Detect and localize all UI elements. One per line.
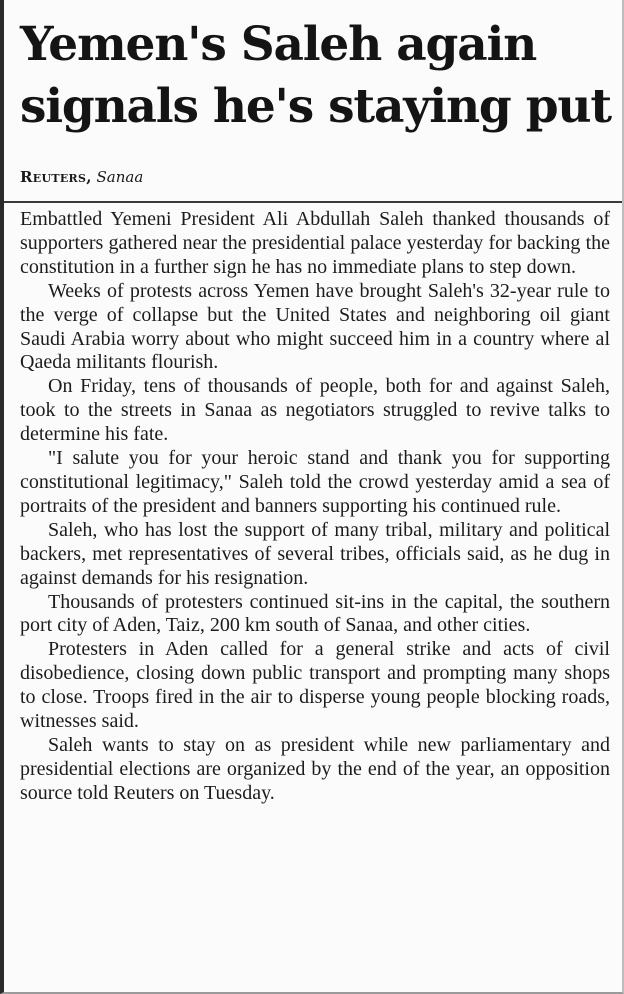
byline [20,168,143,186]
article-paragraph: Saleh wants to stay on as president while new parliamentary and presidential elections are organized by the end of the year, an opposition source told Reuters on Tuesday. [20,733,610,804]
article-paragraph: Saleh, who has lost the support of many tribal, military and political backers, met representatives of several tribes, officials said, as he dug in against demands for his resignation. [20,518,610,589]
byline-agency: Reuters, [20,168,92,186]
article-body [20,208,610,806]
article-paragraph: "I salute you for your heroic stand and thank you for supporting constitutional legitimacy," Saleh told the crowd yesterday amid a sea of portraits of the president and banners supporting his continued rule. [20,447,610,517]
article-paragraph: Protesters in Aden called for a general strike and acts of civil disobedience, closing down public transport and prompting many shops to close. Troops fired in the air to disperse young people blocking roads, witnesses said. [20,638,610,733]
headline: Yemen's Saleh again signals he's staying put [20,17,611,134]
article-paragraph: Thousands of protesters continued sit-ins in the capital, the southern port city of Aden, Taiz, 200 km south of Sanaa, and other cities. [20,590,610,637]
byline-dateline: Sanaa [96,168,144,186]
article-paragraph: Weeks of protests across Yemen have brought Saleh's 32-year rule to the verge of collapse but the United States and neighboring oil giant Saudi Arabia worry about who might succeed him in a country where al Qaeda militants flourish. [20,279,610,374]
article-paragraph: Embattled Yemeni President Ali Abdullah Saleh thanked thousands of supporters gathered near the presidential palace yesterday for backing the constitution in a further sign he has no immediate plans to step down. [20,208,610,278]
separator-rule [4,201,624,203]
article-paragraph: On Friday, tens of thousands of people, both for and against Saleh, took to the streets in Sanaa as negotiators struggled to revive talks to determine his fate. [20,375,610,446]
